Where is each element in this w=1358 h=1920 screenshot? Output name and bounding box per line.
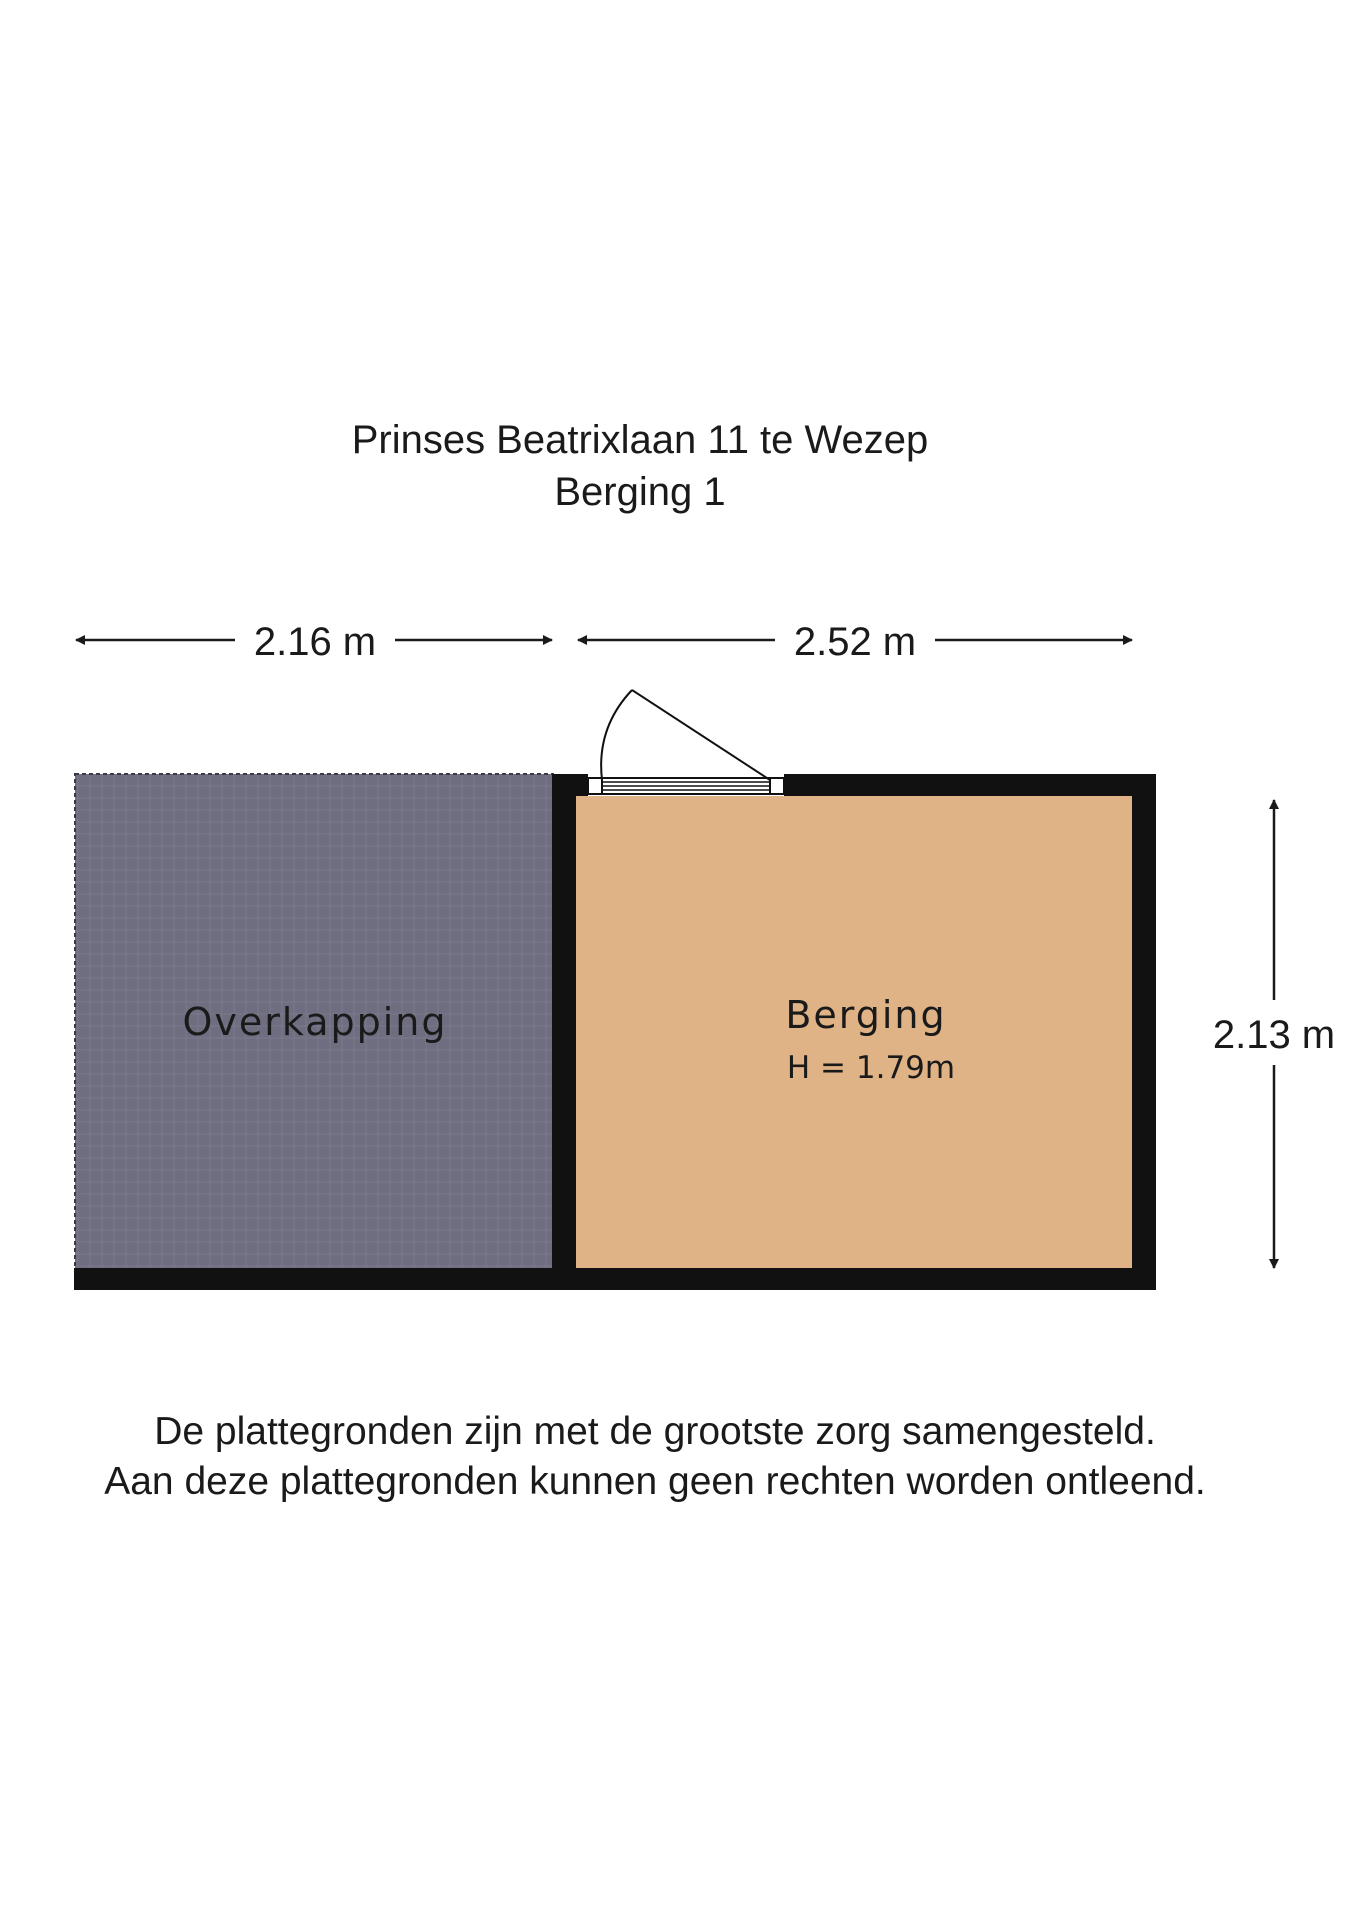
door-leaf	[632, 690, 770, 780]
plan-title: Prinses Beatrixlaan 11 te Wezep	[351, 418, 929, 462]
wall-top-right	[784, 774, 1156, 796]
door	[588, 690, 784, 794]
berging-height-label: H = 1.79m	[786, 1050, 956, 1086]
disclaimer-line-2: Aan deze plattegronden kunnen geen rechten worden ontleend.	[104, 1460, 1206, 1503]
dimension-height-label: 2.13 m	[1212, 1013, 1336, 1057]
wall-right	[1132, 774, 1156, 1290]
overkapping-label: Overkapping	[182, 1000, 448, 1044]
dimension-height	[1213, 800, 1335, 1268]
disclaimer-line-1: De plattegronden zijn met de grootste zorg samengesteld.	[154, 1410, 1156, 1453]
door-swing-arc	[601, 690, 632, 780]
dimension-right-label: 2.52 m	[793, 620, 917, 664]
wall-bottom	[74, 1268, 1156, 1290]
plan-subtitle: Berging 1	[554, 470, 726, 514]
dimension-left-width	[76, 620, 552, 664]
berging-label: Berging	[785, 993, 947, 1037]
dimension-right-width	[578, 620, 1132, 664]
wall-top-left	[552, 774, 588, 796]
dimension-left-label: 2.16 m	[253, 620, 377, 664]
wall-left	[552, 774, 576, 1290]
